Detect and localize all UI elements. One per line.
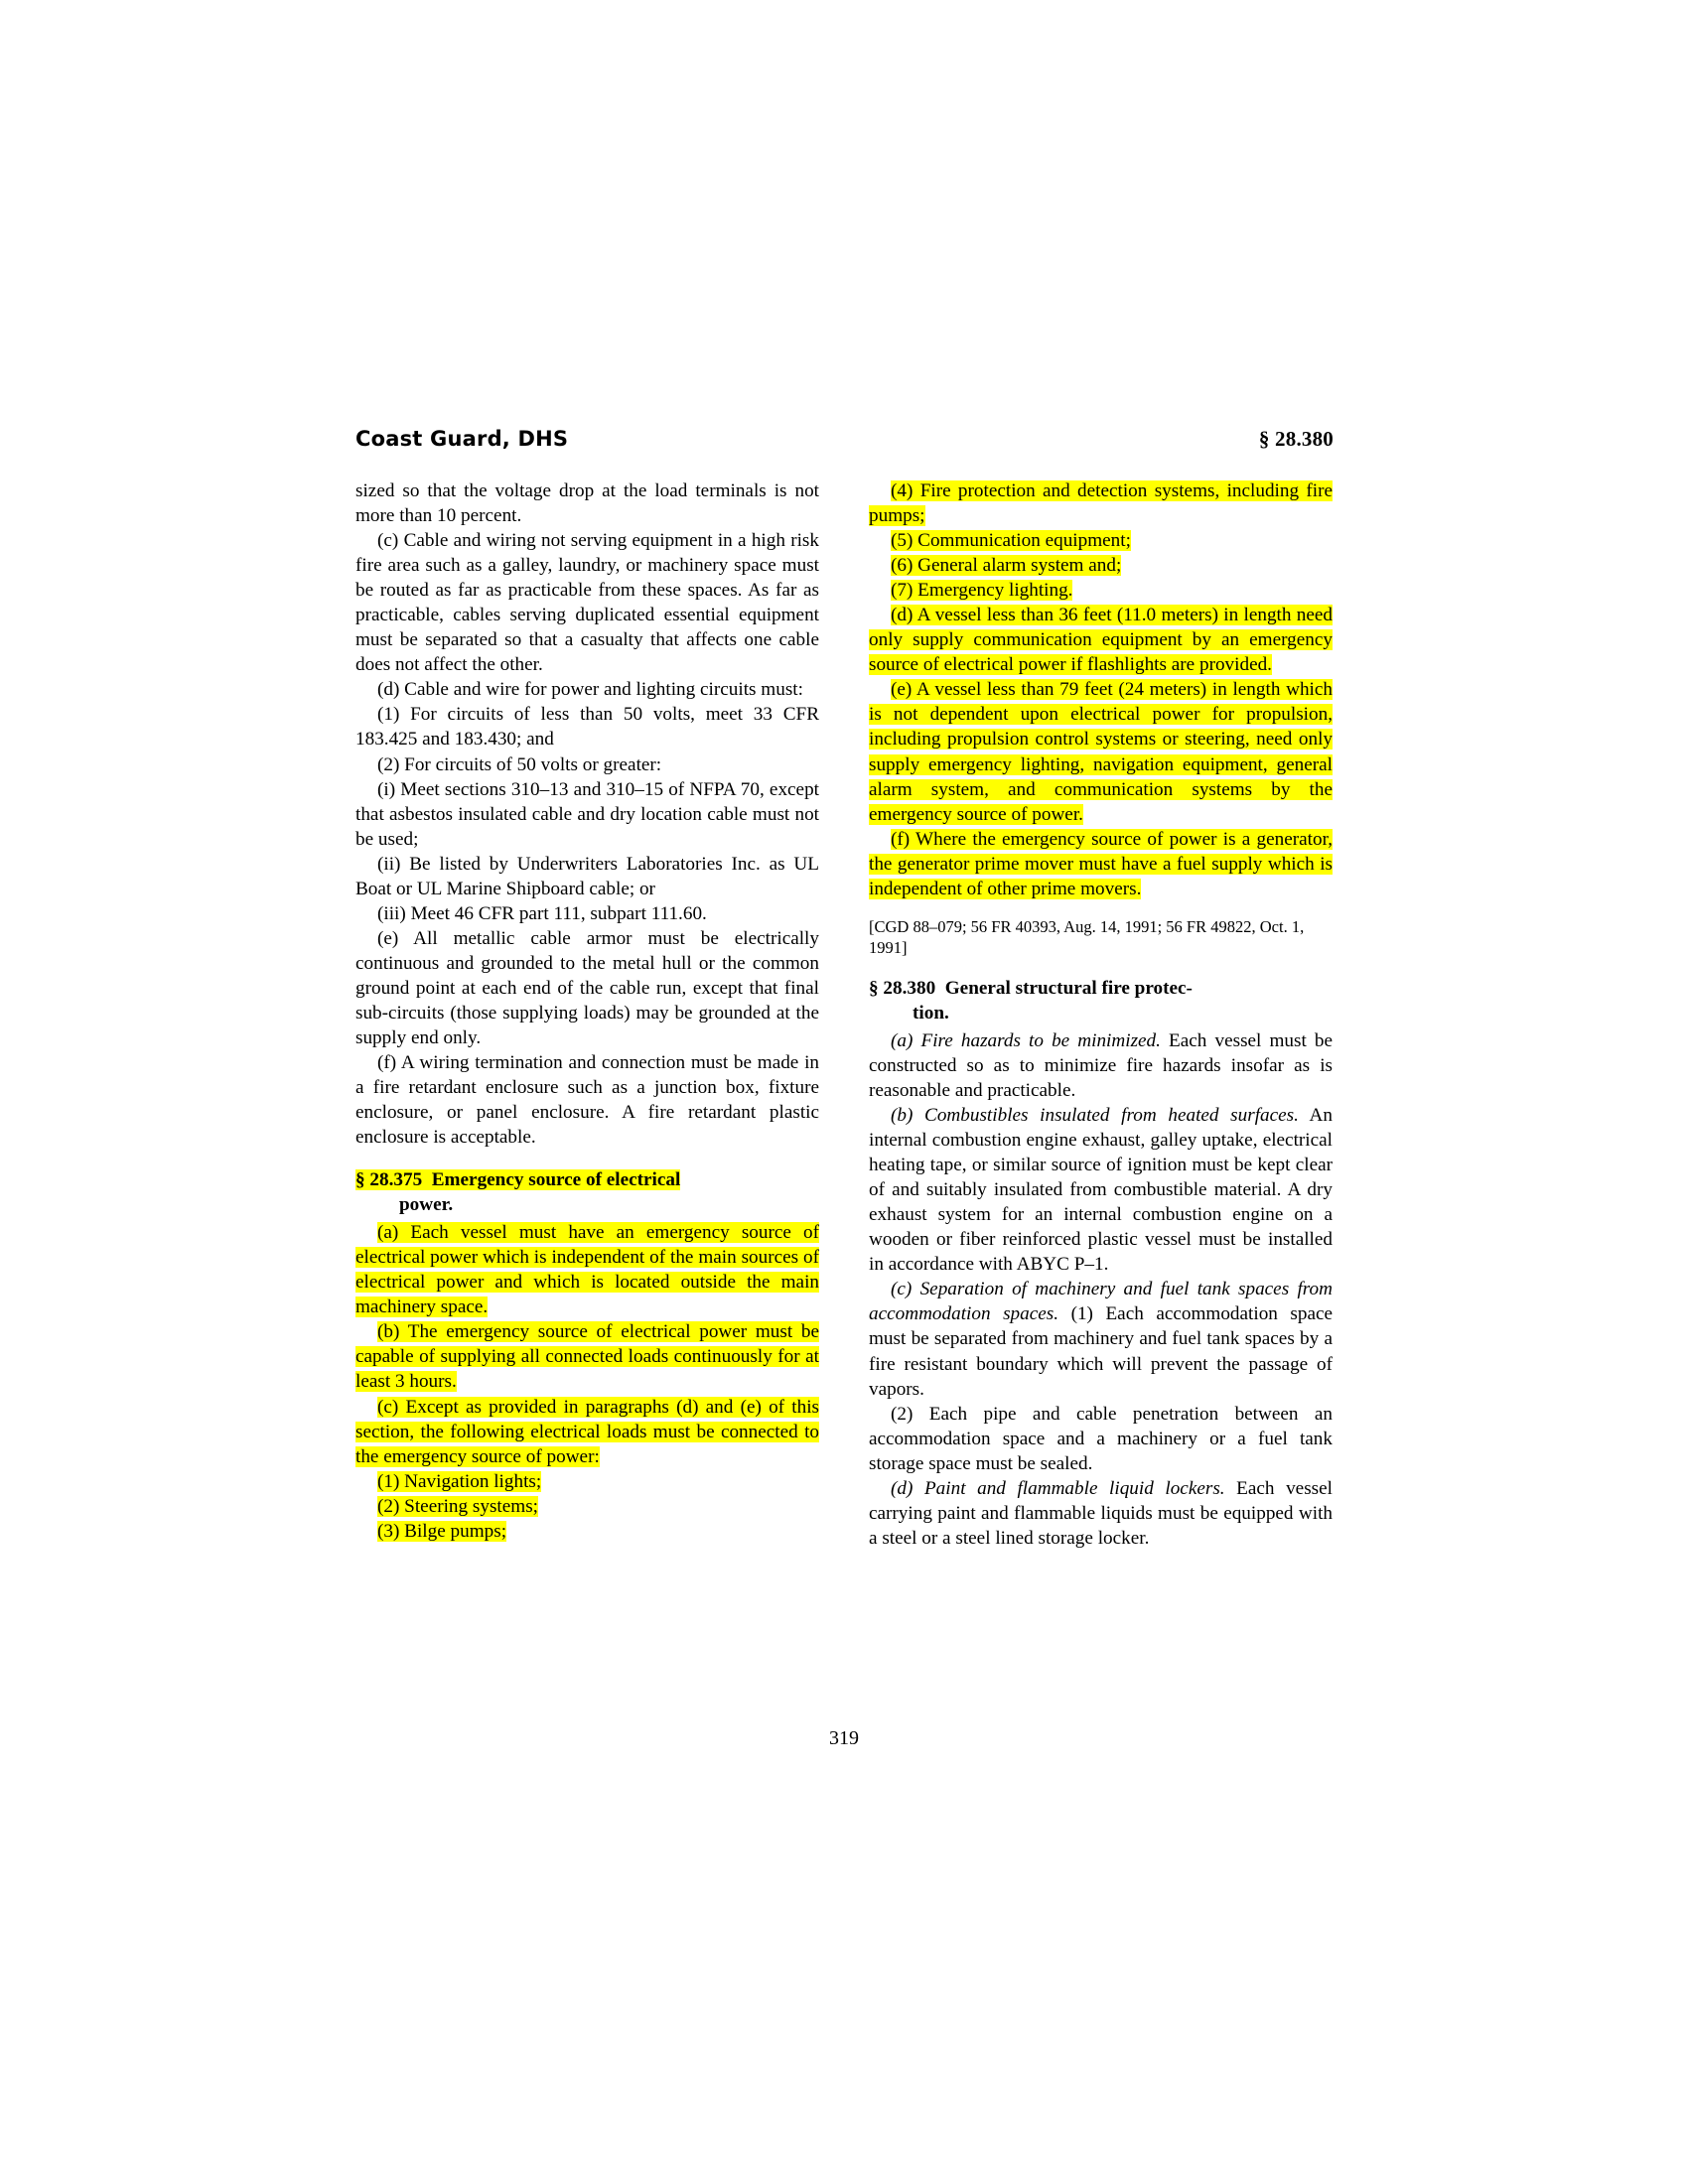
highlight: (f) Where the emergency source of power is a generator, the generator prime mover must have a fuel supply which is independent of other prime movers. [869, 828, 1333, 899]
highlight: (e) A vessel less than 79 feet (24 meters) in length which is not dependent upon electrical power for propulsion, including propulsion control systems or steering, need only supply emergency lighting, navigation equipment, general alarm system, and communication systems by the emergency source of power. [869, 679, 1333, 825]
highlight: (2) Steering systems; [377, 1495, 539, 1517]
paragraph-highlighted [869, 603, 1333, 677]
paragraph: (c) Cable and wiring not serving equipment in a high risk fire area such as a galley, laundry, or machinery space must be routed as far as practicable from these spaces. As far as practicable, cables serving duplicated essential equipment must be separated so that a casualty that affects one cable does not affect the other. [355, 530, 819, 676]
paragraph-text: Each vessel must be constructed so as to minimize fire hazards insofar as is reasonable and practicable. [869, 1029, 1333, 1102]
paragraph: (iii) Meet 46 CFR part 111, subpart 111.60. [377, 902, 707, 924]
section-title: General structural fire protec- [944, 978, 1193, 1000]
paragraph: (e) All metallic cable armor must be electrically continuous and grounded to the metal hull or the common ground point at each end of the cable run, except that final sub-circuits (those supplying loads) may be grounded at the supply end only. [355, 927, 819, 1049]
paragraph: (2) Each pipe and cable penetration between an accommodation space and a machinery or a fuel tank storage space must be sealed. [869, 1403, 1333, 1474]
paragraph-lead-italic: (c) Separation of machinery and fuel tank spaces from accommodation spaces. [869, 1279, 1333, 1325]
highlight: (1) Navigation lights; [377, 1470, 542, 1492]
paragraph-highlighted [355, 1494, 819, 1519]
paragraph-highlighted [355, 1519, 819, 1544]
paragraph: (d) Cable and wire for power and lighting circuits must: [377, 679, 803, 701]
highlight: (c) Except as provided in paragraphs (d) and (e) of this section, the following electrical loads must be connected to the emergency source of power: [355, 1396, 819, 1467]
section-heading-28-380 [869, 977, 1333, 1026]
paragraph-highlighted [869, 478, 1333, 528]
highlight: (d) A vessel less than 36 feet (11.0 meters) in length need only supply communication equipment by an emergency source of electrical power if flashlights are provided. [869, 605, 1333, 676]
highlight: (7) Emergency lighting. [891, 580, 1073, 602]
paragraph-text: (1) Each accommodation space must be separated from machinery and fuel tank spaces by a fire resistant boundary which will prevent the passage of vapors. [869, 1303, 1334, 1400]
highlight: (a) Each vessel must have an emergency source of electrical power which is independent of the main sources of electrical power and which is located outside the main machinery space. [355, 1222, 819, 1318]
paragraph-highlighted [869, 677, 1333, 826]
paragraph-lead-italic: (b) Combustibles insulated from heated surfaces. [891, 1105, 1299, 1127]
header-section-number: § 28.380 [1258, 427, 1334, 451]
paragraph [869, 1028, 1333, 1103]
page-header [355, 427, 1334, 452]
page-number: 319 [829, 1727, 859, 1749]
section-title-continued: tion. [913, 1002, 949, 1024]
paragraph: (i) Meet sections 310–13 and 310–15 of NFPA 70, except that asbestos insulated cable and dry location cable must not be used; [355, 778, 819, 850]
paragraph: (2) For circuits of 50 volts or greater: [377, 753, 662, 775]
section-heading-28-375 [355, 1168, 819, 1218]
right-column [869, 478, 1333, 1551]
paragraph: (ii) Be listed by Underwriters Laboratories Inc. as UL Boat or UL Marine Shipboard cable; or [355, 853, 819, 899]
paragraph-highlighted [869, 528, 1333, 553]
paragraph-lead-italic: (a) Fire hazards to be minimized. [891, 1029, 1161, 1051]
citation-line: [CGD 88–079; 56 FR 40393, Aug. 14, 1991; 56 FR 49822, Oct. 1, 1991] [869, 916, 1305, 957]
paragraph [869, 1277, 1333, 1401]
highlight: (3) Bilge pumps; [377, 1520, 507, 1542]
section-symbol: § 28.375 [355, 1169, 423, 1191]
header-agency: Coast Guard, DHS [355, 427, 569, 451]
paragraph: (f) A wiring termination and connection must be made in a fire retardant enclosure such as a junction box, fixture enclosure, or panel enclosure. A fire retardant plastic enclosure is acceptable. [355, 1052, 819, 1149]
paragraph: (1) For circuits of less than 50 volts, meet 33 CFR 183.425 and 183.430; and [355, 704, 819, 751]
two-column-body [355, 478, 1334, 1551]
paragraph-lead-italic: (d) Paint and flammable liquid lockers. [891, 1477, 1225, 1499]
paragraph-highlighted [355, 1469, 819, 1494]
paragraph-highlighted [355, 1395, 819, 1469]
paragraph-highlighted [355, 1220, 819, 1319]
paragraph [869, 1103, 1333, 1277]
highlight: (b) The emergency source of electrical power must be capable of supplying all connected loads continuously for at least 3 hours. [355, 1321, 819, 1393]
paragraph-text: An internal combustion engine exhaust, galley uptake, electrical heating tape, or similar source of ignition must be kept clear of and suitably insulated from combustible material. A dry exhaust system for an internal combustion engine on a wooden or fiber reinforced plastic vessel must be installed in accordance with ABYC P–1. [869, 1105, 1333, 1276]
paragraph-highlighted [869, 827, 1333, 901]
paragraph-highlighted [869, 553, 1333, 578]
paragraph-text: Each vessel carrying paint and flammable liquids must be equipped with a steel or a steel lined storage locker. [869, 1477, 1333, 1549]
left-column [355, 478, 819, 1551]
section-symbol: § 28.380 [869, 978, 936, 1000]
paragraph [869, 1476, 1333, 1551]
paragraph: sized so that the voltage drop at the load terminals is not more than 10 percent. [355, 480, 819, 527]
highlight: (5) Communication equipment; [891, 530, 1131, 552]
highlight: (6) General alarm system and; [891, 555, 1122, 577]
section-title-continued: power. [399, 1194, 454, 1216]
paragraph-highlighted [355, 1319, 819, 1394]
section-title: Emergency source of electrical [431, 1169, 681, 1191]
highlight: (4) Fire protection and detection systems, including fire pumps; [869, 480, 1333, 527]
paragraph-highlighted [869, 578, 1333, 603]
